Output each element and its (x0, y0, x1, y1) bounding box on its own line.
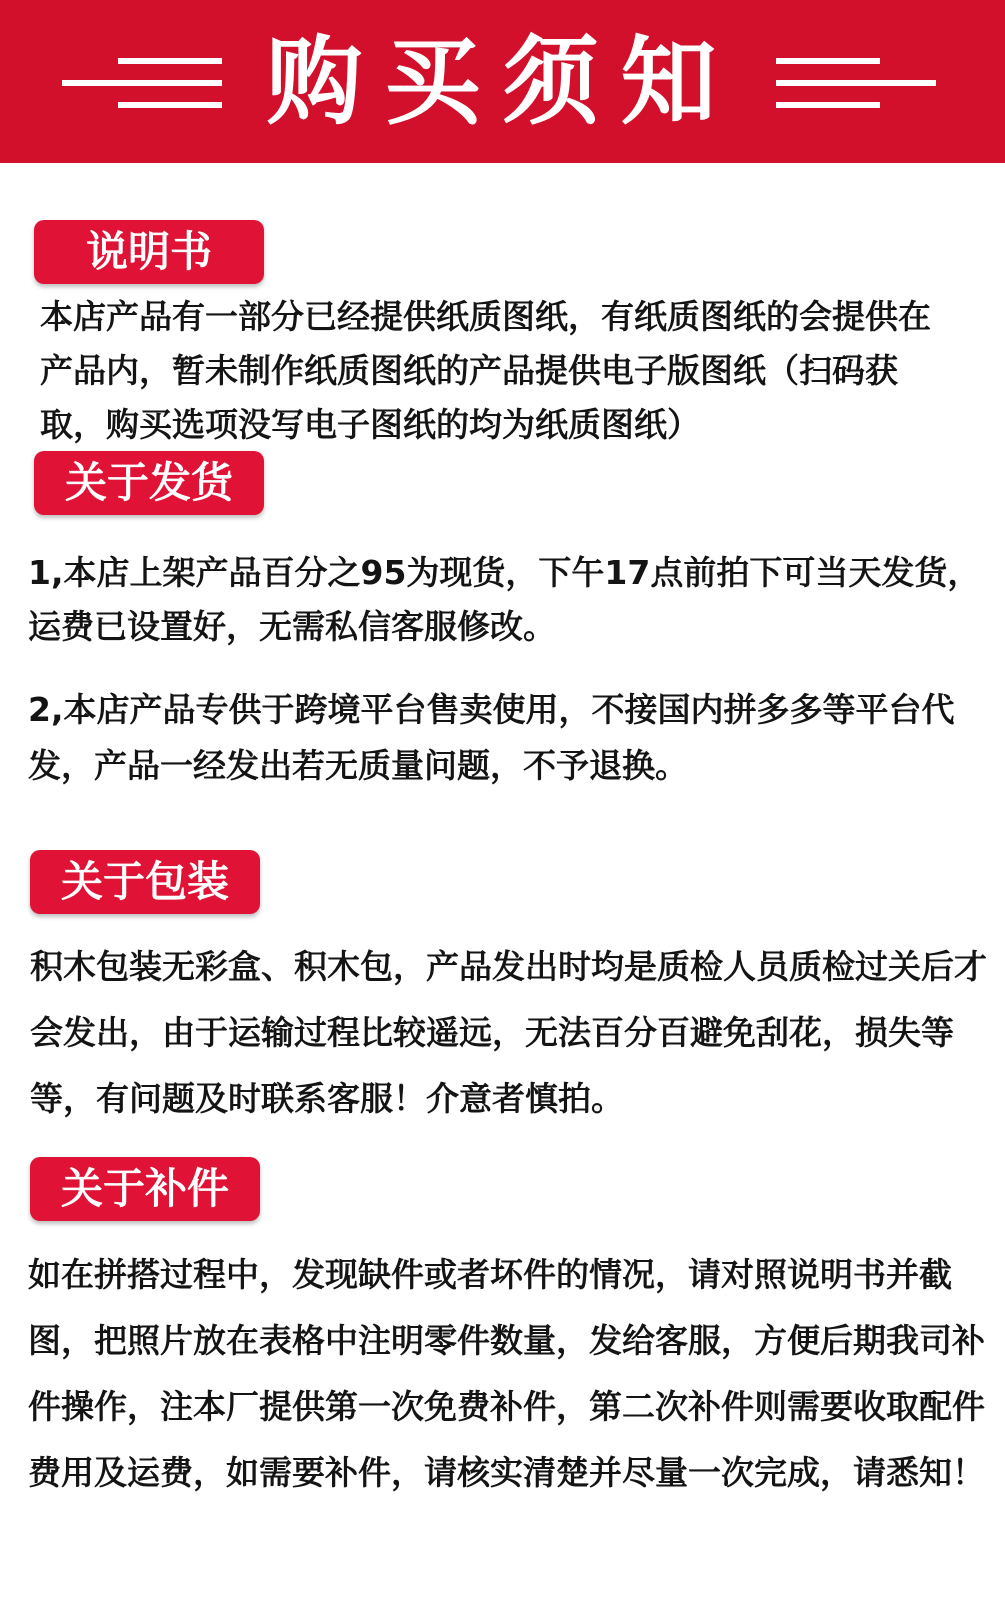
shipping-paragraph-2: 2,本店产品专供于跨境平台售卖使用，不接国内拼多多等平台代发，产品一经发出若无质量问题，不予退换。 (28, 690, 955, 785)
right-line-ornament (776, 52, 936, 112)
header-banner (0, 0, 1005, 163)
section-tag-packaging: 关于包装 (30, 850, 260, 914)
section-tag-replacement-parts: 关于补件 (30, 1157, 260, 1221)
replacement-parts-paragraph: 如在拼搭过程中，发现缺件或者坏件的情况，请对照说明书并截图，把照片放在表格中注明零件数量，发给客服，方便后期我司补件操作，注本厂提供第一次免费补件，第二次补件则需要收取配件费用及运费，如需要补件，请核实清楚并尽量一次完成，请悉知！ (28, 1255, 985, 1492)
manual-paragraph: 本店产品有一部分已经提供纸质图纸，有纸质图纸的会提供在产品内，暂未制作纸质图纸的产品提供电子版图纸（扫码获取，购买选项没写电子图纸的均为纸质图纸） (40, 297, 931, 444)
page-title: 购买须知 (266, 26, 739, 138)
section-tag-manual: 说明书 (34, 220, 264, 284)
packaging-paragraph: 积木包装无彩盒、积木包，产品发出时均是质检人员质检过关后才会发出，由于运输过程比较遥远，无法百分百避免刮花，损失等等，有问题及时联系客服！介意者慎拍。 (30, 947, 987, 1118)
section-tag-shipping: 关于发货 (34, 451, 264, 515)
shipping-paragraph-1: 1,本店上架产品百分之95为现货，下午17点前拍下可当天发货，运费已设置好，无需私信客服修改。 (28, 553, 981, 646)
